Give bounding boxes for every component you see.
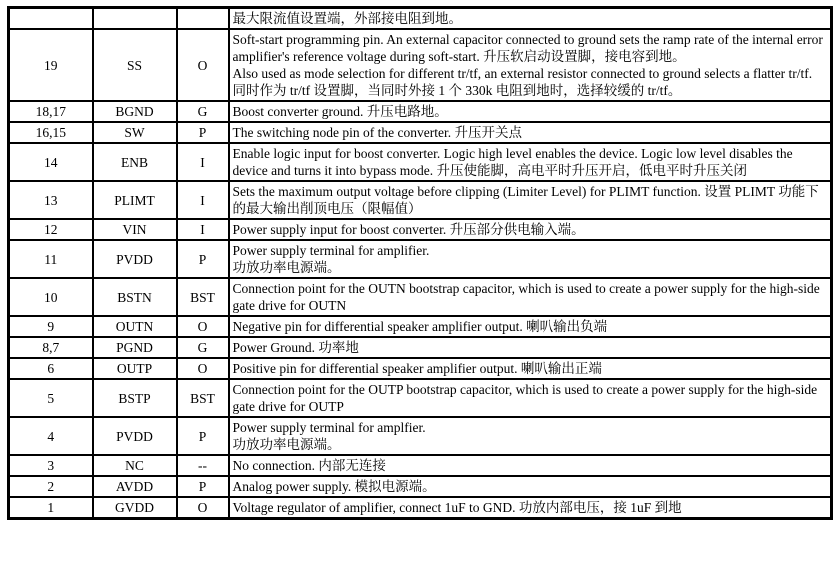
desc-line: Positive pin for differential speaker amplifier output. 喇叭输出正端 (232, 361, 602, 376)
desc-line: Also used as mode selection for different tr/tf, an external resistor connected to ground selects a flatter tr/tf. 同时作为 tr/tf 设置脚，当同时外接 1 个 330k 电阻到地时，选择较缓的 tr/tf。 (232, 66, 813, 98)
desc-line: Voltage regulator of amplifier, connect 1uF to GND. 功放内部电压，接 1uF 到地 (232, 500, 682, 515)
table-row (9, 29, 832, 101)
table-row (9, 476, 832, 497)
table-row (9, 8, 832, 30)
desc-line: Power supply terminal for amplifier. (232, 243, 430, 258)
desc-cell (229, 122, 832, 143)
desc-line: Negative pin for differential speaker amplifier output. 喇叭输出负端 (232, 319, 608, 334)
desc-line: Power Ground. 功率地 (232, 340, 359, 355)
name-cell: PVDD (93, 240, 177, 278)
table-row (9, 101, 832, 122)
pin-cell: 1 (9, 497, 93, 519)
name-cell: OUTN (93, 316, 177, 337)
desc-cell (229, 101, 832, 122)
desc-cell (229, 240, 832, 278)
desc-line: Power supply input for boost converter. 升压部分供电输入端。 (232, 222, 585, 237)
type-cell: I (177, 219, 229, 240)
desc-cell (229, 379, 832, 417)
desc-line: The switching node pin of the converter. 升压开关点 (232, 125, 522, 140)
table-row (9, 143, 832, 181)
type-cell: BST (177, 278, 229, 316)
table-row (9, 379, 832, 417)
table-row (9, 316, 832, 337)
name-cell: GVDD (93, 497, 177, 519)
type-cell: O (177, 316, 229, 337)
desc-cell (229, 455, 832, 476)
desc-cell (229, 476, 832, 497)
type-cell: P (177, 240, 229, 278)
pin-cell: 16,15 (9, 122, 93, 143)
pin-cell: 8,7 (9, 337, 93, 358)
table-row (9, 455, 832, 476)
pin-cell: 4 (9, 417, 93, 455)
pin-cell: 6 (9, 358, 93, 379)
table-row (9, 240, 832, 278)
desc-line: Analog power supply. 模拟电源端。 (232, 479, 436, 494)
desc-cell (229, 417, 832, 455)
desc-cell (229, 29, 832, 101)
type-cell (177, 8, 229, 30)
desc-line: Power supply terminal for amplfier. (232, 420, 426, 435)
desc-cell (229, 337, 832, 358)
table-row (9, 122, 832, 143)
desc-cell (229, 143, 832, 181)
name-cell: PVDD (93, 417, 177, 455)
table-row (9, 358, 832, 379)
name-cell: SW (93, 122, 177, 143)
table-row (9, 278, 832, 316)
table-row (9, 417, 832, 455)
desc-cell (229, 219, 832, 240)
type-cell: O (177, 358, 229, 379)
desc-line: 功放功率电源端。 (232, 437, 341, 452)
desc-cell (229, 497, 832, 519)
pin-cell: 18,17 (9, 101, 93, 122)
type-cell: -- (177, 455, 229, 476)
pin-description-table (7, 6, 833, 520)
desc-line: No connection. 内部无连接 (232, 458, 386, 473)
table-row (9, 337, 832, 358)
desc-cell (229, 278, 832, 316)
type-cell: BST (177, 379, 229, 417)
type-cell: I (177, 181, 229, 219)
pin-cell: 10 (9, 278, 93, 316)
name-cell: PLIMT (93, 181, 177, 219)
name-cell: ENB (93, 143, 177, 181)
name-cell: NC (93, 455, 177, 476)
pin-cell: 3 (9, 455, 93, 476)
pin-cell: 5 (9, 379, 93, 417)
name-cell: BSTN (93, 278, 177, 316)
desc-cell (229, 358, 832, 379)
pin-cell: 2 (9, 476, 93, 497)
table-row (9, 181, 832, 219)
pin-cell: 9 (9, 316, 93, 337)
desc-line: 最大限流值设置端，外部接电阻到地。 (232, 11, 462, 26)
name-cell: VIN (93, 219, 177, 240)
name-cell: PGND (93, 337, 177, 358)
table-row (9, 219, 832, 240)
type-cell: O (177, 497, 229, 519)
pin-cell: 13 (9, 181, 93, 219)
type-cell: P (177, 417, 229, 455)
desc-line: Soft-start programming pin. An external capacitor connected to ground sets the ramp rate of the internal error amplifier's reference voltage during soft-start. 升压软启动设置脚，接电容到地。 (232, 32, 823, 64)
type-cell: P (177, 476, 229, 497)
pin-cell: 19 (9, 29, 93, 101)
table-row (9, 497, 832, 519)
name-cell (93, 8, 177, 30)
pin-cell: 14 (9, 143, 93, 181)
desc-cell (229, 181, 832, 219)
type-cell: G (177, 337, 229, 358)
pin-cell (9, 8, 93, 30)
desc-line: Boost converter ground. 升压电路地。 (232, 104, 448, 119)
desc-cell (229, 316, 832, 337)
desc-line: 功放功率电源端。 (232, 260, 341, 275)
type-cell: P (177, 122, 229, 143)
desc-line: Sets the maximum output voltage before clipping (Limiter Level) for PLIMT function. 设置 PLIMT 功能下的最大输出削顶电压（限幅值） (232, 184, 819, 216)
desc-line: Enable logic input for boost converter. Logic high level enables the device. Logic low level disables the device and turns it into bypass mode. 升压使能脚，高电平时升压开启，低电平时升压关闭 (232, 146, 793, 178)
type-cell: I (177, 143, 229, 181)
name-cell: BGND (93, 101, 177, 122)
type-cell: O (177, 29, 229, 101)
type-cell: G (177, 101, 229, 122)
name-cell: OUTP (93, 358, 177, 379)
desc-cell (229, 8, 832, 30)
name-cell: SS (93, 29, 177, 101)
pin-cell: 12 (9, 219, 93, 240)
desc-line: Connection point for the OUTP bootstrap capacitor, which is used to create a power supply for the high-side gate drive for OUTP (232, 382, 818, 414)
pin-cell: 11 (9, 240, 93, 278)
name-cell: BSTP (93, 379, 177, 417)
desc-line: Connection point for the OUTN bootstrap capacitor, which is used to create a power supply for the high-side gate drive for OUTN (232, 281, 820, 313)
name-cell: AVDD (93, 476, 177, 497)
